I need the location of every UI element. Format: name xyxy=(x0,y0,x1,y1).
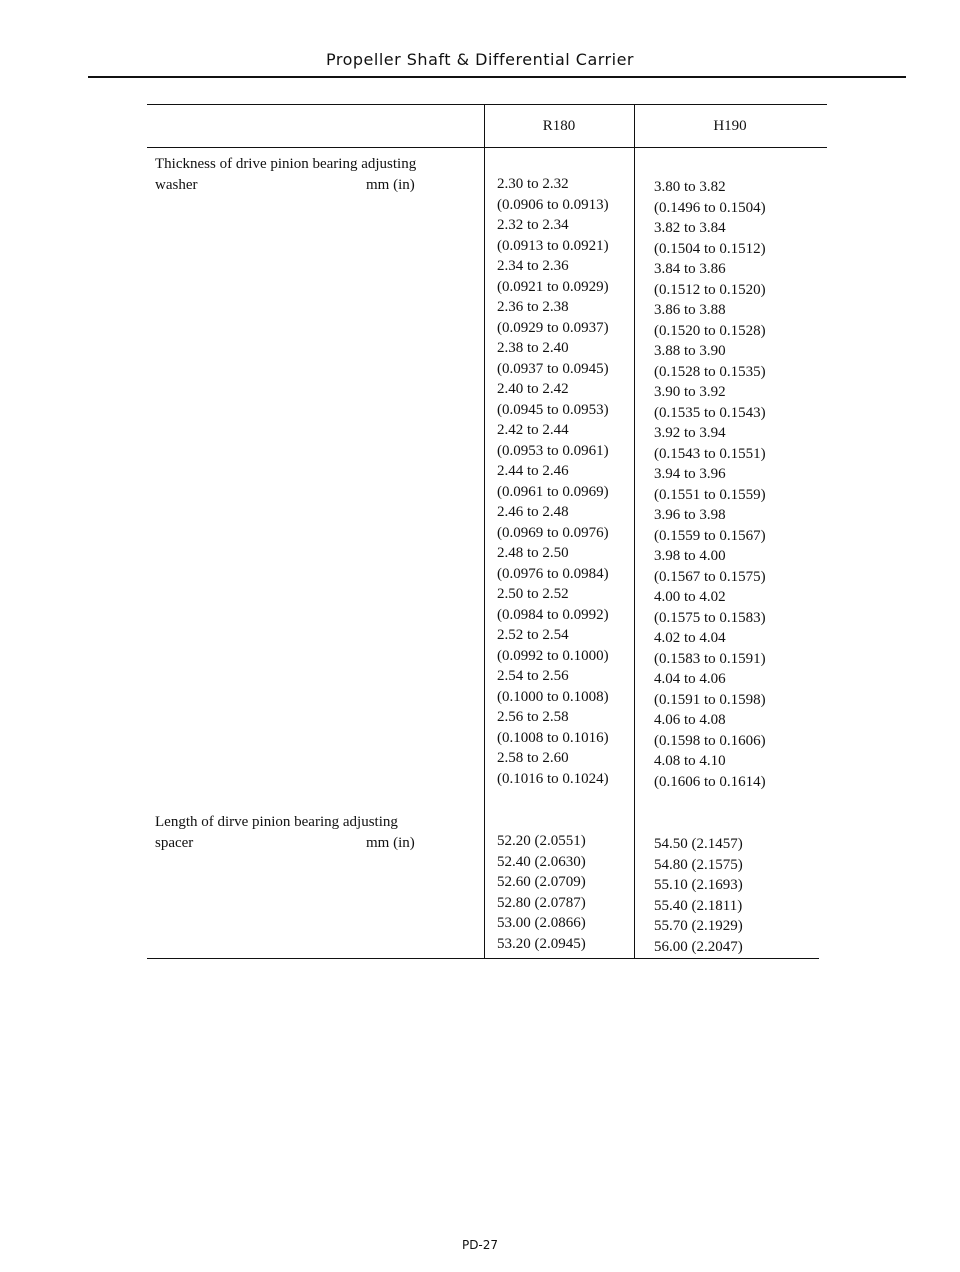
table-cell: 56.00 (2.2047) xyxy=(654,938,743,955)
table-cell: (0.0921 to 0.0929) xyxy=(497,278,609,295)
table-cell: 52.40 (2.0630) xyxy=(497,853,586,870)
table-cell: 54.80 (2.1575) xyxy=(654,856,743,873)
table-cell: 2.40 to 2.42 xyxy=(497,381,569,397)
table-cell: 3.88 to 3.90 xyxy=(654,343,726,359)
table-cell: (0.1606 to 0.1614) xyxy=(654,773,766,790)
row-label-washer-thickness xyxy=(155,154,455,195)
table-cell: (0.0961 to 0.0969) xyxy=(497,483,609,500)
row-label-line: Thickness of drive pinion bearing adjusting xyxy=(155,156,417,172)
table-cell: 52.20 (2.0551) xyxy=(497,833,586,849)
table-cell: 4.06 to 4.08 xyxy=(654,712,726,728)
table-cell: 55.10 (2.1693) xyxy=(654,877,743,893)
table-cell: 52.80 (2.0787) xyxy=(497,894,586,911)
table-cell: (0.0984 to 0.0992) xyxy=(497,606,609,623)
r180-spacer-values xyxy=(497,831,586,954)
unit-label: mm (in) xyxy=(366,176,415,193)
table-cell: 2.44 to 2.46 xyxy=(497,463,569,479)
table-cell: 2.52 to 2.54 xyxy=(497,627,569,643)
table-bottom-rule xyxy=(147,958,819,959)
table-cell: 53.00 (2.0866) xyxy=(497,915,586,931)
row-label-line: washer xyxy=(155,176,198,193)
table-cell: 3.86 to 3.88 xyxy=(654,302,726,318)
table-cell: 2.38 to 2.40 xyxy=(497,340,569,356)
table-cell: (0.1575 to 0.1583) xyxy=(654,609,766,626)
table-cell: (0.1535 to 0.1543) xyxy=(654,404,766,421)
table-cell: (0.1598 to 0.1606) xyxy=(654,732,766,749)
table-cell: (0.1543 to 0.1551) xyxy=(654,445,766,462)
table-cell: 2.36 to 2.38 xyxy=(497,299,569,315)
column-divider xyxy=(634,104,635,958)
table-cell: (0.1000 to 0.1008) xyxy=(497,688,609,705)
table-cell: 2.58 to 2.60 xyxy=(497,750,569,766)
table-cell: (0.0953 to 0.0961) xyxy=(497,442,609,459)
column-header-r180: R180 xyxy=(542,118,576,134)
table-cell: (0.1591 to 0.1598) xyxy=(654,691,766,708)
table-cell: (0.1551 to 0.1559) xyxy=(654,486,766,503)
table-cell: 55.70 (2.1929) xyxy=(654,918,743,934)
table-cell: 4.08 to 4.10 xyxy=(654,753,726,769)
table-cell: (0.0906 to 0.0913) xyxy=(497,196,609,213)
table-cell: 3.82 to 3.84 xyxy=(654,220,726,236)
table-cell: (0.1528 to 0.1535) xyxy=(654,363,766,380)
table-cell: (0.1559 to 0.1567) xyxy=(654,527,766,544)
h190-washer-values xyxy=(654,177,766,792)
table-cell: 2.32 to 2.34 xyxy=(497,217,569,233)
table-cell: (0.1512 to 0.1520) xyxy=(654,281,766,298)
table-cell: (0.1496 to 0.1504) xyxy=(654,199,766,216)
table-cell: 3.94 to 3.96 xyxy=(654,466,726,482)
table-cell: 3.80 to 3.82 xyxy=(654,179,726,195)
table-cell: 3.84 to 3.86 xyxy=(654,261,726,277)
h190-spacer-values xyxy=(654,834,743,957)
table-cell: 2.54 to 2.56 xyxy=(497,668,569,684)
table-cell: 2.30 to 2.32 xyxy=(497,176,569,192)
table-cell: 3.98 to 4.00 xyxy=(654,548,726,564)
header-rule xyxy=(88,76,906,78)
table-cell: 54.50 (2.1457) xyxy=(654,836,743,852)
table-cell: (0.0945 to 0.0953) xyxy=(497,401,609,418)
table-cell: 52.60 (2.0709) xyxy=(497,874,586,890)
table-cell: 55.40 (2.1811) xyxy=(654,897,743,914)
table-cell: (0.0992 to 0.1000) xyxy=(497,647,609,664)
table-cell: (0.1567 to 0.1575) xyxy=(654,568,766,585)
table-cell: (0.1008 to 0.1016) xyxy=(497,729,609,746)
table-cell: (0.0913 to 0.0921) xyxy=(497,237,609,254)
table-top-rule xyxy=(147,104,827,105)
row-label-line: Length of dirve pinion bearing adjusting xyxy=(155,814,398,830)
table-cell: 4.02 to 4.04 xyxy=(654,630,726,646)
table-cell: (0.1520 to 0.1528) xyxy=(654,322,766,339)
table-cell: 4.04 to 4.06 xyxy=(654,671,726,687)
table-cell: 53.20 (2.0945) xyxy=(497,935,586,952)
table-cell: (0.0937 to 0.0945) xyxy=(497,360,609,377)
table-cell: (0.1504 to 0.1512) xyxy=(654,240,766,257)
unit-label: mm (in) xyxy=(366,834,415,851)
row-label-spacer-length xyxy=(155,812,455,853)
table-cell: 2.50 to 2.52 xyxy=(497,586,569,602)
r180-washer-values xyxy=(497,174,609,789)
table-cell: 2.48 to 2.50 xyxy=(497,545,569,561)
table-cell: 2.46 to 2.48 xyxy=(497,504,569,520)
table-cell: (0.0976 to 0.0984) xyxy=(497,565,609,582)
table-cell: 2.34 to 2.36 xyxy=(497,258,569,274)
table-cell: (0.0969 to 0.0976) xyxy=(497,524,609,541)
row-label-line: spacer xyxy=(155,834,194,851)
table-cell: 3.92 to 3.94 xyxy=(654,425,726,441)
table-cell: 2.56 to 2.58 xyxy=(497,709,569,725)
table-cell: 4.00 to 4.02 xyxy=(654,589,726,605)
page-number: PD-27 xyxy=(461,1238,499,1252)
page-title: Propeller Shaft & Differential Carrier xyxy=(325,50,634,69)
table-header-rule xyxy=(147,147,827,148)
table-cell: (0.1583 to 0.1591) xyxy=(654,650,766,667)
table-cell: 3.90 to 3.92 xyxy=(654,384,726,400)
column-header-h190: H190 xyxy=(713,118,747,134)
table-cell: (0.0929 to 0.0937) xyxy=(497,319,609,336)
column-divider xyxy=(484,104,485,958)
table-cell: (0.1016 to 0.1024) xyxy=(497,770,609,787)
table-cell: 2.42 to 2.44 xyxy=(497,422,569,438)
table-cell: 3.96 to 3.98 xyxy=(654,507,726,523)
